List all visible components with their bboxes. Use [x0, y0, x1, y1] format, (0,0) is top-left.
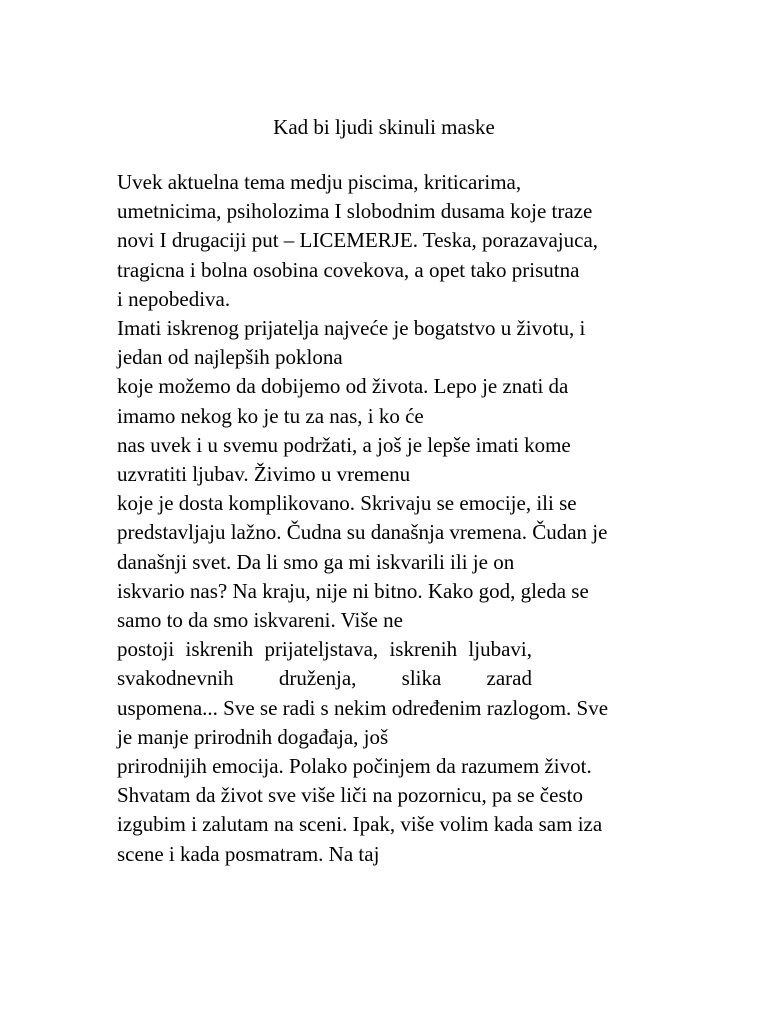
body-line: Uvek aktuelna tema medju piscima, kriticarima, — [117, 170, 522, 194]
body-line: uzvratiti ljubav. Živimo u vremenu — [117, 462, 411, 487]
document-title: Kad bi ljudi skinuli maske — [273, 115, 495, 139]
body-line: iskvario nas? Na kraju, nije ni bitno. Kako god, gleda se — [117, 578, 589, 603]
body-line: nas uvek i u svemu podržati, a još je lepše imati kome — [117, 432, 571, 457]
body-line: izgubim i zalutam na sceni. Ipak, više volim kada sam iza — [117, 812, 603, 837]
body-line: scene i kada posmatram. Na taj — [117, 841, 380, 866]
body-line: je manje prirodnih događaja, još — [117, 724, 389, 749]
body-line: uspomena... Sve se radi s nekim određenim razlogom. Sve — [117, 695, 609, 720]
body-line: koje je dosta komplikovano. Skrivaju se emocije, ili se — [117, 491, 577, 516]
body-line: i nepobediva. — [117, 286, 231, 311]
body-line: samo to da smo iskvareni. Više ne — [117, 608, 403, 633]
body-line: jedan od najlepših poklona — [117, 345, 343, 370]
body-line: koje možemo da dobijemo od života. Lepo je znati da — [117, 374, 569, 399]
body-line: umetnicima, psiholozima I slobodnim dusama koje traze — [117, 199, 593, 224]
body-line: postoji iskrenih prijateljstava, iskrenih ljubavi, — [117, 637, 532, 662]
body-line: novi I drugaciji put – LICEMERJE. Teska, porazavajuca, — [117, 228, 599, 253]
body-line: prirodnijih emocija. Polako počinjem da razumem život. — [117, 754, 592, 779]
body-line: Shvatam da život sve više liči na pozornicu, pa se često — [117, 783, 583, 808]
body-line: tragicna i bolna osobina covekova, a opet tako prisutna — [117, 257, 580, 282]
body-line: imamo nekog ko je tu za nas, i ko će — [117, 403, 424, 428]
body-line: Imati iskrenog prijatelja najveće je bogatstvo u životu, i — [117, 316, 586, 341]
document-body — [117, 168, 657, 869]
body-line: današnji svet. Da li smo ga mi iskvarili ili je on — [117, 549, 515, 574]
body-line: predstavljaju lažno. Čudna su današnja vremena. Čudan je — [117, 520, 608, 545]
body-line: svakodnevnih druženja, slika zarad — [117, 666, 532, 691]
